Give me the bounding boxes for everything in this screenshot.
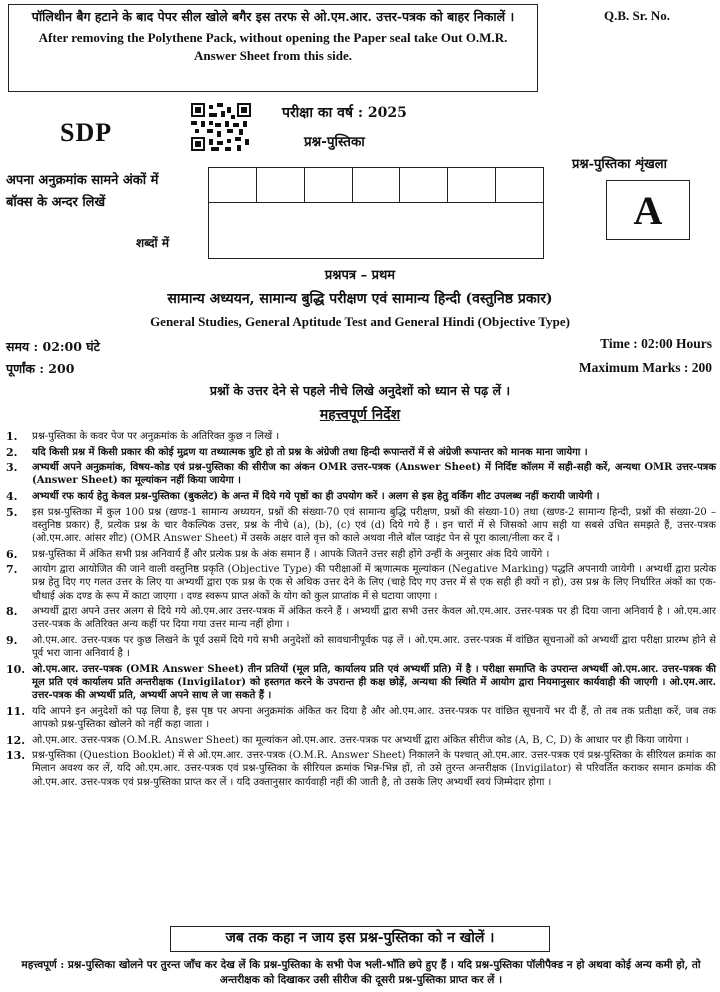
omr-removal-notice [8,4,538,92]
instruction-text: अभ्यर्थी अपने अनुक्रमांक, विषय-कोड एवं प्रश्न-पुस्तिका की सीरीज का अंकन OMR उत्तर-पत्रक (Answer Sheet) में निर्दिष्ट कॉलम में सही-सही करें, अन्यथा OMR उत्तर-पत्रक (Answer Sheet) का मूल्यांकन नहीं किया जायेगा । [32,462,716,487]
instruction-item [6,663,716,703]
instruction-item [6,705,716,731]
important-instructions-heading [0,405,720,424]
roll-in-words-label: शब्दों में [136,236,169,250]
instruction-number: 8. [6,605,18,619]
notice-english: After removing the Polythene Pack, without opening the Paper seal take Out O.M.R. Answer Sheet from this side. [38,30,508,63]
marks-english: Maximum Marks : 200 [578,360,712,375]
instruction-item [6,506,716,546]
instruction-number: 11. [6,704,26,718]
instruction-item [6,446,716,459]
booklet-label: प्रश्न-पुस्तिका [304,134,365,150]
instruction-item [6,548,716,561]
instruction-text: प्रश्न-पुस्तिका में अंकित सभी प्रश्न अनिवार्य हैं और प्रत्येक प्रश्न के अंक समान हैं । आपके जितने उत्तर सही होंगे उन्हीं के अनुसार अंक दिये जायेंगे । [32,548,550,560]
roll-digit-box[interactable] [305,168,353,202]
time-english: Time : 02:00 Hours [600,336,712,351]
instruction-text: आयोग द्वारा आयोजित की जाने वाली वस्तुनिष्ठ प्रकृति (Objective Type) की परीक्षाओं में ऋणात्मक मूल्यांकन (Negative Marking) पद्धति अपनायी जायेगी । अभ्यर्थी द्वारा प्रत्येक प्रश्न हेतु दिए गए गलत उत्तर के लिए या अभ्यर्थी द्वारा एक प्रश्न के एक से अधिक उत्तर देने के लिए (चाहे दिए गए उत्तर में से एक सही ही क्यों न हो), उस प्रश्न के लिए निर्धारित अंकों का एक-चौथाई अंक दण्ड के रूप में काटा जाएगा । दण्ड स्वरूप प्राप्त अंकों के योग को कुल प्राप्तांक में से घटाया जाएगा । [32,564,716,602]
do-not-open-notice: जब तक कहा न जाय इस प्रश्न-पुस्तिका को न खोलें । [170,926,550,952]
instruction-number: 12. [6,733,26,747]
instruction-text: ओ.एम.आर. उत्तर-पत्रक (O.M.R. Answer Sheet) का मूल्यांकन ओ.एम.आर. उत्तर-पत्रक पर अभ्यर्थी द्वारा अंकित सीरीज कोड (A, B, C, D) के आधार पर ही किया जायेगा । [32,734,689,746]
roll-in-words-box[interactable] [208,203,544,259]
instruction-text: प्रश्न-पुस्तिका (Question Booklet) में से ओ.एम.आर. उत्तर-पत्रक (O.M.R. Answer Sheet) निकालने के पश्चात् ओ.एम.आर. उत्तर-पत्रक एवं प्रश्न-पुस्तिका के सीरियल क्रमांक का मिलान अवश्य कर लें, यदि ओ.एम.आर. उत्तर-पत्रक एवं प्रश्न-पुस्तिका के सीरियल क्रमांक भिन्न-भिन्न हों, तो उसे तुरन्त अन्तरीक्षक (Invigilator) से परिवर्तित कराकर समान क्रमांक की ओ.एम.आर. उत्तर-पत्रक एवं प्रश्न-पुस्तिका प्राप्त कर लें । यदि उक्तानुसार कार्यवाही नहीं की जाती है, तो उसके लिए अभ्यर्थी स्वयं जिम्मेदार होगा । [32,750,716,788]
instruction-number: 4. [6,489,18,503]
subject-title-hindi: सामान्य अध्ययन, सामान्य बुद्धि परीक्षण एवं सामान्य हिन्दी (वस्तुनिष्ठ प्रकार) [167,291,553,307]
important-heading-text: महत्त्वपूर्ण निर्देश [319,407,401,423]
instruction-item [6,430,716,443]
roll-number-digit-boxes[interactable] [208,167,544,203]
notice-hindi: पॉलिथीन बैग हटाने के बाद पेपर सील खोले बगैर इस तरफ से ओ.एम.आर. उत्तर-पत्रक को बाहर निकालें । [31,9,515,24]
roll-label-line2: बॉक्स के अन्दर लिखें [6,195,106,210]
instruction-text: ओ.एम.आर. उत्तर-पत्रक (OMR Answer Sheet) तीन प्रतियों (मूल प्रति, कार्यालय प्रति एवं अभ्यर्थी प्रति) में है । परीक्षा समाप्ति के उपरान्त अभ्यर्थी ओ.एम.आर. उत्तर-पत्रक की मूल प्रति एवं कार्यालय प्रति अन्तरीक्षक (Invigilator) को हस्तगत करने के उपरान्त ही कक्ष छोड़ें, अन्यथा की स्थिति में आयोग द्वारा नियमानुसार कार्यवाही की जाएगी । ओ.एम.आर. उत्तर-पत्रक की अभ्यर्थी प्रति, अभ्यर्थी अपने साथ ले जा सकते हैं । [32,663,716,702]
instruction-number: 10. [6,662,26,676]
instruction-item [6,734,716,747]
booklet-series-label: प्रश्न-पुस्तिका शृंखला [572,157,667,172]
booklet-series-box: A [606,180,690,240]
roll-number-label [6,170,158,214]
qb-serial-number-label: Q.B. Sr. No. [604,8,670,23]
instruction-number: 1. [6,430,18,443]
marks-hindi: पूर्णांक : 200 [6,361,75,376]
instruction-number: 3. [6,461,18,475]
instruction-text: इस प्रश्न-पुस्तिका में कुल 100 प्रश्न (खण्ड-1 सामान्य अध्ययन, प्रश्नों की संख्या-70 एवं सामान्य बुद्धि परीक्षण, प्रश्नों की संख्या-10) तथा (खण्ड-2 सामान्य हिन्दी, प्रश्नों की संख्या-20 – वस्तुनिष्ठ प्रकार) हैं, प्रत्येक प्रश्न के चार वैकल्पिक उत्तर, प्रश्न के नीचे (a), (b), (c) एवं (d) दिये गये हैं । इन चारों में से जिसको आप सही या सबसे उचित समझते हैं, उत्तर-पत्रक (ओ.एम.आर. आंसर शीट) (OMR Answer Sheet) में उसके अक्षर वाले वृत्त को काले अथवा नीले बॉल प्वाइंट पेन से पूरा काला/नीला कर दें । [32,506,716,544]
roll-digit-box[interactable] [209,168,257,202]
instruction-text: यदि किसी प्रश्न में किसी प्रकार की कोई मुद्रण या तथ्यात्मक त्रुटि हो तो प्रश्न के अंग्रेजी तथा हिन्दी रूपान्तरों में से अंग्रेजी रूपान्तर को मानक माना जायेगा । [32,446,588,458]
instruction-text: अभ्यर्थी रफ कार्य हेतु केवल प्रश्न-पुस्तिका (बुकलेट) के अन्त में दिये गये पृष्ठों का ही उपयोग करें । अलग से इस हेतु वर्किंग शीट उपलब्ध नहीं करायी जायेगी । [32,490,600,502]
instruction-text: अभ्यर्थी द्वारा अपने उत्तर अलग से दिये गये ओ.एम.आर उत्तर-पत्रक में अंकित करने हैं । अभ्यर्थी द्वारा सभी उत्तर केवल ओ.एम.आर. उत्तर-पत्रक पर ही दिया जाना अनिवार्य है । ओ.एम.आर उत्तर-पत्रक के अतिरिक्त अन्य कहीं पर दिया गया उत्तर मान्य नहीं होगा । [32,606,716,631]
roll-label-line1: अपना अनुक्रमांक सामने अंकों में [6,173,159,188]
instruction-item [6,749,716,789]
instruction-number: 5. [6,505,18,519]
instructions-list [6,430,716,791]
instruction-text: यदि आपने इन अनुदेशों को पढ़ लिया है, इस पृष्ठ पर अपना अनुक्रमांक अंकित कर दिया है और ओ.एम.आर. उत्तर-पत्रक पर वांछित सूचनायें भर दी हैं, तो तब तक प्रतीक्षा करें, जब तक आपको प्रश्न-पुस्तिका खोलने को नहीं कहा जाता । [32,705,716,730]
paper-title: प्रश्नपत्र – प्रथम [324,268,396,283]
instruction-item [6,605,716,631]
barcode-icon [191,103,251,151]
roll-digit-box[interactable] [400,168,448,202]
important-footer-note: महत्त्वपूर्ण : प्रश्न-पुस्तिका खोलने पर तुरन्त जाँच कर देख लें कि प्रश्न-पुस्तिका के सभी पेज भली-भाँति छपे हुए हैं । यदि प्रश्न-पुस्तिका पॉलीपैक्ड न हो अथवा कोई अन्य कमी हो, तो अन्तरीक्षक को दिखाकर उसी सीरीज की दूसरी प्रश्न-पुस्तिका प्राप्त कर लें । [21,959,701,986]
paper-code: SDP [60,118,113,147]
instruction-text: ओ.एम.आर. उत्तर-पत्रक पर कुछ लिखने के पूर्व उसमें दिये गये सभी अनुदेशों को सावधानीपूर्वक पढ़ लें । ओ.एम.आर. उत्तर-पत्रक में वांछित सूचनाओं को अभ्यर्थी द्वारा परीक्षा प्रारम्भ होने से पूर्व भरा जाना अनिवार्य है । [32,634,716,660]
instruction-item [6,563,716,603]
roll-digit-box[interactable] [448,168,496,202]
instruction-number: 9. [6,633,18,647]
instruction-item [6,461,716,487]
roll-digit-box[interactable] [257,168,305,202]
instruction-number: 2. [6,445,18,459]
instruction-number: 6. [6,547,18,561]
instruction-number: 13. [6,749,26,763]
roll-digit-box[interactable] [353,168,401,202]
instruction-text: प्रश्न-पुस्तिका के कवर पेज पर अनुक्रमांक के अतिरिक्त कुछ न लिखें । [32,431,280,442]
read-instructions-note: प्रश्नों के उत्तर देने से पहले नीचे लिखे अनुदेशों को ध्यान से पढ़ लें । [209,383,511,398]
exam-year: परीक्षा का वर्ष : 2025 [282,105,407,121]
subject-title-english: General Studies, General Aptitude Test and General Hindi (Objective Type) [150,314,570,329]
roll-digit-box[interactable] [496,168,543,202]
instruction-number: 7. [6,563,18,577]
instruction-item [6,490,716,503]
time-hindi: समय : 02:00 घंटे [6,339,100,354]
instruction-item [6,634,716,660]
